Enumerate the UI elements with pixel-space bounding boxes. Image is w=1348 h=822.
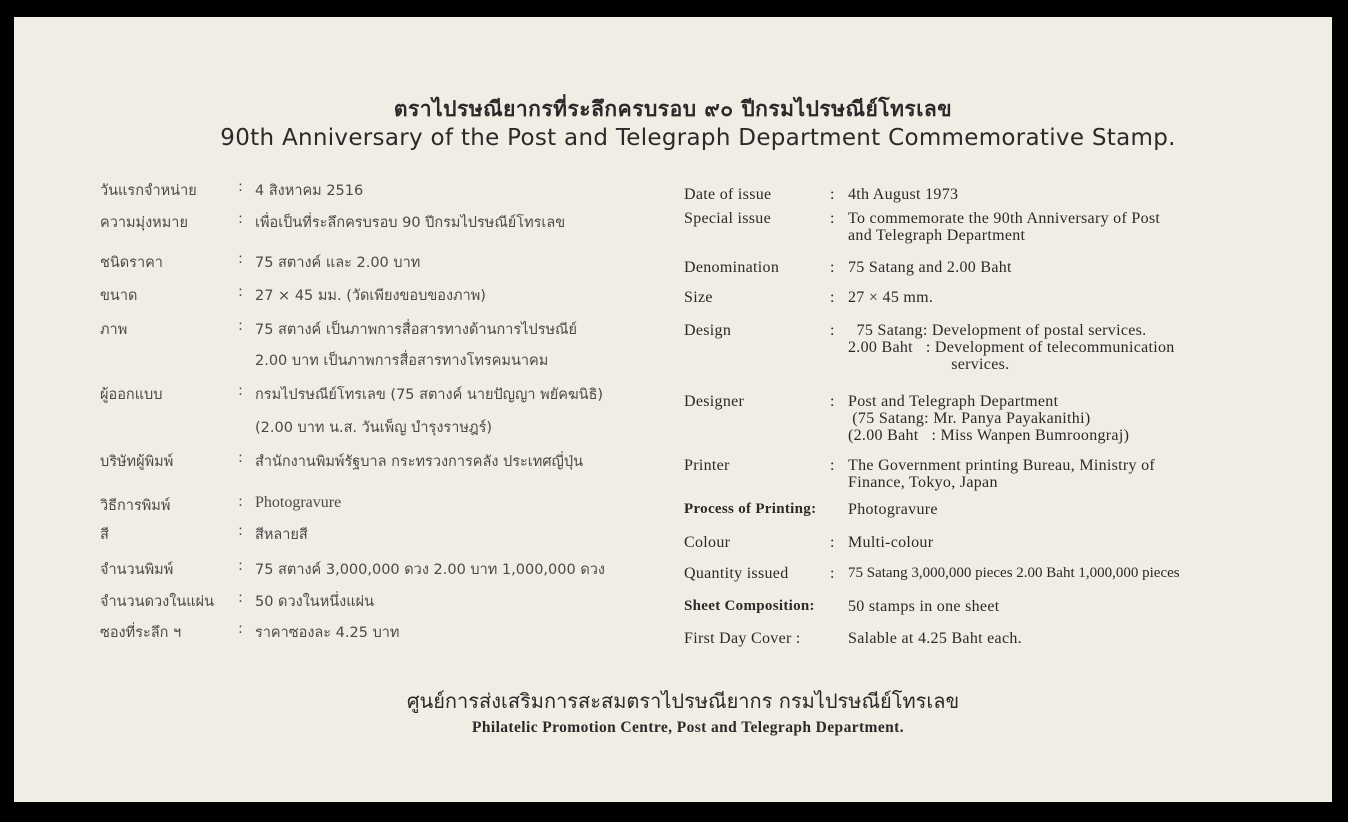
thai-label: ชนิดราคา bbox=[100, 255, 163, 271]
thai-label: ซองที่ระลึก ฯ bbox=[100, 625, 182, 641]
thai-label: บริษัทผู้พิมพ์ bbox=[100, 454, 174, 470]
thai-label: ภาพ bbox=[100, 322, 128, 338]
thai-value: Photogravure bbox=[255, 494, 342, 511]
thai-label: จำนวนพิมพ์ bbox=[100, 562, 174, 578]
thai-label: ความมุ่งหมาย bbox=[100, 215, 188, 231]
thai-value: กรมไปรษณีย์โทรเลข (75 สตางค์ นายปัญญา พยัคฆนิธิ) bbox=[255, 387, 604, 403]
thai-label: ขนาด bbox=[100, 288, 138, 304]
thai-value: เพื่อเป็นที่ระลึกครบรอบ 90 ปีกรมไปรษณีย์โทรเลข bbox=[255, 215, 566, 231]
thai-value: สำนักงานพิมพ์รัฐบาล กระทรวงการคลัง ประเทศญี่ปุ่น bbox=[255, 454, 583, 470]
en-value-line2: and Telegraph Department bbox=[848, 227, 1026, 244]
thai-value: 2.00 บาท เป็นภาพการสื่อสารทางโทรคมนาคม bbox=[255, 353, 549, 369]
thai-label: สี bbox=[100, 527, 109, 543]
thai-value: 75 สตางค์ 3,000,000 ดวง 2.00 บาท 1,000,000 ดวง bbox=[255, 562, 605, 578]
en-label: Printer bbox=[684, 457, 730, 474]
en-value: 75 Satang 3,000,000 pieces 2.00 Baht 1,000,000 pieces bbox=[848, 565, 1180, 581]
thai-value: (2.00 บาท น.ส. วันเพ็ญ บำรุงราษฎร์) bbox=[255, 420, 493, 436]
en-label: Date of issue bbox=[684, 186, 772, 203]
en-label: First Day Cover : bbox=[684, 630, 801, 647]
en-label: Quantity issued bbox=[684, 565, 789, 582]
title-english: 90th Anniversary of the Post and Telegraph Department Commemorative Stamp. bbox=[220, 125, 1176, 151]
en-label: Size bbox=[684, 289, 713, 306]
en-value: 50 stamps in one sheet bbox=[848, 598, 1000, 615]
en-value-line2: 2.00 Baht : Development of telecommunication bbox=[848, 339, 1175, 356]
en-value-line2: (75 Satang: Mr. Panya Payakanithi) bbox=[848, 410, 1091, 427]
en-value: 27 × 45 mm. bbox=[848, 289, 934, 306]
title-thai: ตราไปรษณียากรที่ระลึกครบรอบ ๙๐ ปีกรมไปรษณีย์โทรเลข bbox=[393, 97, 953, 121]
en-value-line3: (2.00 Baht : Miss Wanpen Bumroongraj) bbox=[848, 427, 1130, 444]
footer-thai: ศูนย์การส่งเสริมการสะสมตราไปรษณียากร กรมไปรษณีย์โทรเลข bbox=[406, 689, 960, 713]
en-value: 75 Satang and 2.00 Baht bbox=[848, 259, 1012, 276]
en-label: Colour bbox=[684, 534, 731, 551]
en-value-line2: Finance, Tokyo, Japan bbox=[848, 474, 998, 491]
en-label: Denomination bbox=[684, 259, 780, 276]
thai-label: วันแรกจำหน่าย bbox=[100, 183, 197, 199]
thai-value: สีหลายสี bbox=[255, 527, 308, 543]
thai-value: 4 สิงหาคม 2516 bbox=[255, 183, 364, 199]
en-value: The Government printing Bureau, Ministry of bbox=[848, 457, 1156, 474]
thai-label: จำนวนดวงในแผ่น bbox=[100, 594, 214, 610]
thai-value: 75 สตางค์ และ 2.00 บาท bbox=[255, 255, 421, 271]
thai-value: 50 ดวงในหนึ่งแผ่น bbox=[255, 594, 374, 610]
en-label: Process of Printing: bbox=[684, 501, 817, 517]
en-value-line3: services. bbox=[848, 356, 1010, 373]
en-label: Special issue bbox=[684, 210, 771, 227]
en-value: 75 Satang: Development of postal services. bbox=[848, 322, 1147, 339]
en-value: Post and Telegraph Department bbox=[848, 393, 1059, 410]
thai-label: ผู้ออกแบบ bbox=[100, 387, 163, 403]
info-card: ตราไปรษณียากรที่ระลึกครบรอบ ๙๐ ปีกรมไปรษณีย์โทรเลข 90th Anniversary of the Post and Telegraph Department Commemorative Stamp. วันแรกจำหน่าย : 4 สิงหาคม 2516 ความมุ่งหมาย : เพื่อเป็นที่ระลึกครบรอบ 90 ปีกรมไปรษณีย์โทรเลข ชนิดราคา : 75 สตางค์ และ 2.00 บาท ขนาด : 27 × 45 มม. (วัดเพียงขอบของภาพ) ภาพ : 75 สตางค์ เป็นภาพการสื่อสารทางด้านการไปรษณีย์ 2.00 บาท เป็นภาพการสื่อสารทางโทรคมนาคม ผู้ออกแบบ : กรมไปรษณีย์โทรเลข (75 สตางค์ นายปัญญา พยัคฆนิธิ) (2.00 บาท น.ส. วันเพ็ญ บำรุงราษฎร์) บริษัทผู้พิมพ์ : สำนักงานพิมพ์รัฐบาล กระทรวงการคลัง ประเทศญี่ปุ่น วิธีการพิมพ์ : Photogravure สี : สีหลายสี จำนวนพิมพ์ : 75 สตางค์ 3,000,000 ดวง 2.00 บาท 1,000,000 ดวง จำนวนดวงในแผ่น : 50 ดวงในหนึ่งแผ่น ซองที่ระลึก ฯ : ราคาซองละ 4.25 บาท Date of issue : 4th August 1973 Special issue : To commemorate the 90th Anniversary of Post and Telegraph Department Denomination : 75 Satang and 2.00 Baht Size : 27 × 45 mm. Design : 75 Satang: Development of postal services. 2.00 Baht : Development of telecommunication services. Designer : Post and Telegraph Department (75 Satang: Mr. Panya Payakanithi) (2.00 Baht : Miss Wanpen Bumroongraj) Printer : The Government printing Bureau, Ministry of Finance, Tokyo, Japan Process of Printing: Photogravure Colour : Multi-colour Quantity issued : 75 Satang 3,000,000 pieces 2.00 Baht 1,000,000 pieces Sheet Composition: 50 stamps in one sheet First Day Cover : Salable at 4.25 Baht each. ศูนย์การส่งเสริมการสะสมตราไปรษณียากร กรมไปรษณีย์โทรเลข Philatelic Promotion Centre, Post and Telegraph Department. bbox=[14, 17, 1332, 802]
thai-value: 27 × 45 มม. (วัดเพียงขอบของภาพ) bbox=[255, 288, 486, 304]
en-label: Design bbox=[684, 322, 732, 339]
en-value: 4th August 1973 bbox=[848, 186, 959, 203]
en-value: To commemorate the 90th Anniversary of Post bbox=[848, 210, 1161, 227]
thai-label: วิธีการพิมพ์ bbox=[100, 498, 171, 514]
en-label: Designer bbox=[684, 393, 745, 410]
footer-english: Philatelic Promotion Centre, Post and Telegraph Department. bbox=[471, 719, 905, 736]
thai-value: ราคาซองละ 4.25 บาท bbox=[255, 625, 400, 641]
en-value: Photogravure bbox=[848, 501, 938, 518]
thai-value: 75 สตางค์ เป็นภาพการสื่อสารทางด้านการไปรษณีย์ bbox=[255, 322, 577, 338]
en-value: Salable at 4.25 Baht each. bbox=[848, 630, 1022, 647]
en-value: Multi-colour bbox=[848, 534, 934, 551]
en-label: Sheet Composition: bbox=[684, 598, 815, 614]
